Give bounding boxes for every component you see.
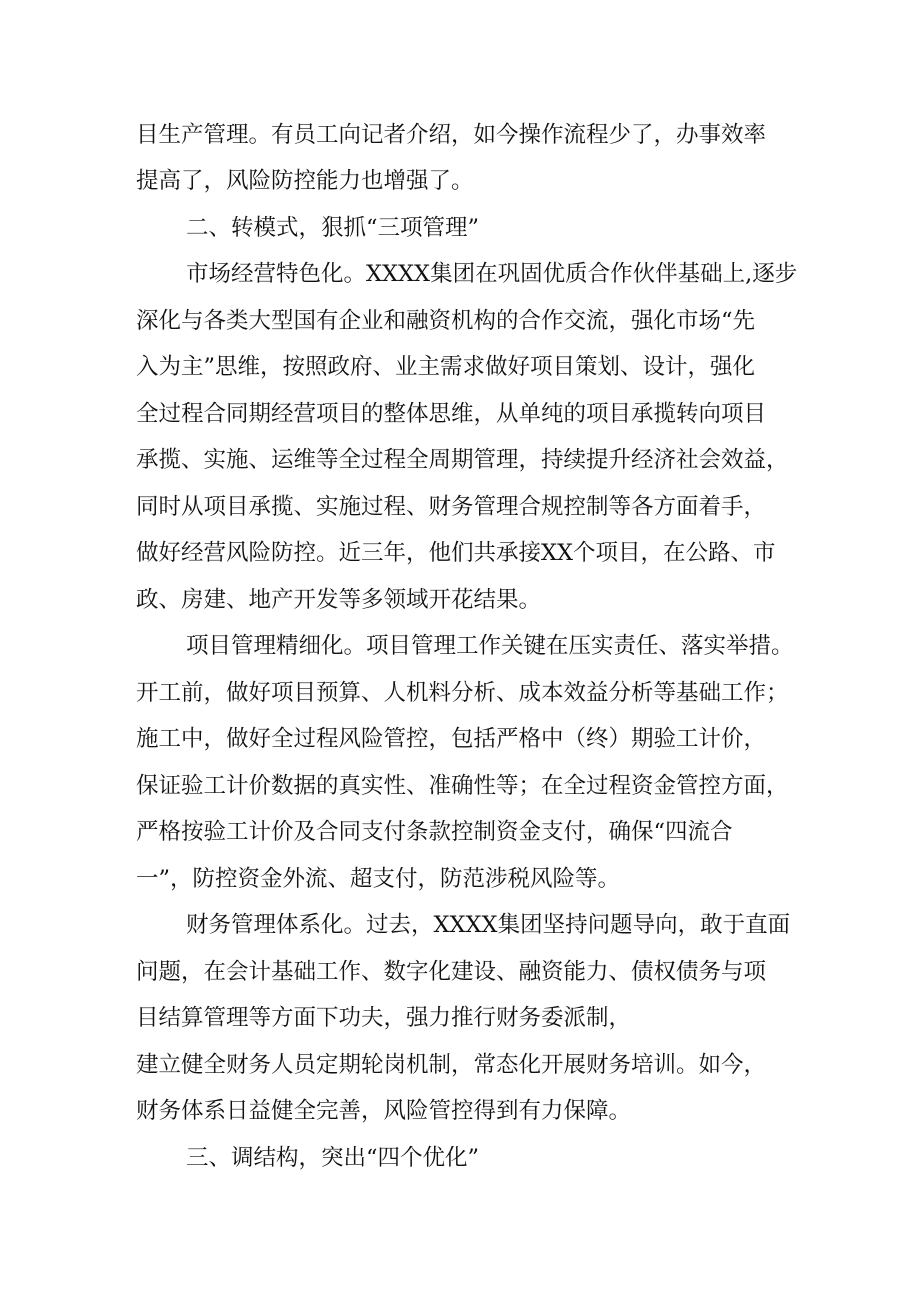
section-heading: 三、调结构，突出“四个优化” <box>186 1145 480 1171</box>
paragraph-start: 市场经营特色化。XXXX集团在巩固优质合作伙伴基础上,逐步 <box>186 261 798 287</box>
body-line: 深化与各类大型国有企业和融资机构的合作交流，强化市场“先 <box>136 308 756 334</box>
body-line: 目生产管理。有员工向记者介绍，如今操作流程少了，办事效率 <box>136 122 767 148</box>
body-line: 全过程合同期经营项目的整体思维，从单纯的项目承揽转向项目 <box>136 401 767 427</box>
body-line: 施工中，做好全过程风险管控，包括严格中（终）期验工计价， <box>136 726 767 752</box>
body-line: 开工前，做好项目预算、人机料分析、成本效益分析等基础工作； <box>136 680 789 706</box>
body-line: 建立健全财务人员定期轮岗机制，常态化开展财务培训。如今， <box>136 1052 767 1078</box>
section-heading: 二、转模式，狠抓“三项管理” <box>186 215 480 241</box>
body-line: 一”，防控资金外流、超支付，防范涉税风险等。 <box>136 866 621 892</box>
body-line: 做好经营风险防控。近三年，他们共承接XX个项目，在公路、市 <box>136 540 776 566</box>
paragraph-start: 财务管理体系化。过去，XXXX集团坚持问题导向，敢于直面 <box>186 912 791 938</box>
body-line: 问题，在会计基础工作、数字化建设、融资能力、债权债务与项 <box>136 959 767 985</box>
body-line: 目结算管理等方面下功夫，强力推行财务委派制， <box>136 1005 632 1031</box>
body-line: 政、房建、地产开发等多领域开花结果。 <box>136 587 542 613</box>
body-line: 入为主”思维，按照政府、业主需求做好项目策划、设计，强化 <box>136 354 756 380</box>
body-line: 提高了，风险防控能力也增强了。 <box>136 168 474 194</box>
body-line: 承揽、实施、运维等全过程全周期管理，持续提升经济社会效益， <box>136 447 789 473</box>
body-line: 财务体系日益健全完善，风险管控得到有力保障。 <box>136 1098 632 1124</box>
body-line: 严格按验工计价及合同支付条款控制资金支付，确保“四流合 <box>136 819 733 845</box>
body-line: 保证验工计价数据的真实性、准确性等；在全过程资金管控方面， <box>136 773 789 799</box>
paragraph-start: 项目管理精细化。项目管理工作关键在压实责任、落实举措。 <box>186 633 794 659</box>
body-line: 同时从项目承揽、实施过程、财务管理合规控制等各方面着手， <box>136 494 767 520</box>
